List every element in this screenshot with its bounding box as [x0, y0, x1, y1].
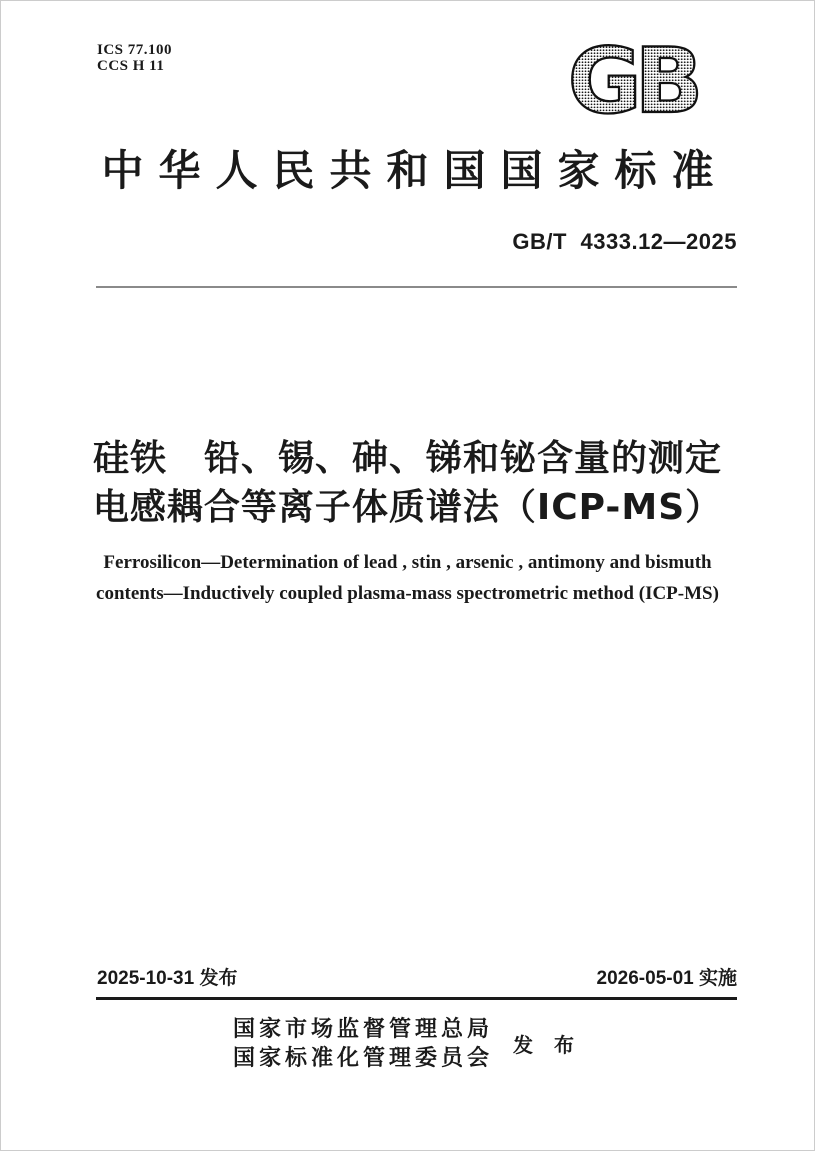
classification-codes	[97, 42, 172, 74]
footer-divider	[96, 997, 737, 1000]
title-chinese	[0, 434, 815, 532]
title-chinese-line1: 硅铁 铅、锡、砷、锑和铋含量的测定	[92, 438, 722, 479]
ics-code: ICS 77.100	[97, 42, 173, 58]
title-english-line1: Ferrosilicon—Determination of lead , stin , arsenic , antimony and bismuth	[103, 552, 712, 573]
publish-label: 发 布	[513, 1034, 582, 1057]
issuer-line2: 国家标准化管理委员会	[232, 1045, 493, 1070]
gb-logo-text: GB	[567, 36, 697, 126]
title-chinese-line2: 电感耦合等离子体质谱法（ICP-MS）	[92, 487, 723, 528]
implement-date: 2026-05-01 实施	[596, 968, 737, 989]
issue-date: 2025-10-31 发布	[97, 968, 238, 989]
ccs-code: CCS H 11	[97, 58, 165, 74]
standard-number: GB/T 4333.12—2025	[512, 229, 737, 254]
title-english-line2: contents—Inductively coupled plasma-mass spectrometric method (ICP-MS)	[96, 583, 719, 604]
title-english	[40, 547, 775, 609]
header-divider	[96, 286, 737, 288]
gb-logo-icon	[548, 36, 716, 126]
issuer-line1: 国家市场监督管理总局	[232, 1016, 493, 1041]
issuer-names	[233, 1014, 493, 1072]
national-standard-heading: 中华人民共和国国家标准	[101, 149, 729, 195]
dates-row	[97, 967, 737, 991]
issuing-authorities	[0, 1014, 815, 1072]
